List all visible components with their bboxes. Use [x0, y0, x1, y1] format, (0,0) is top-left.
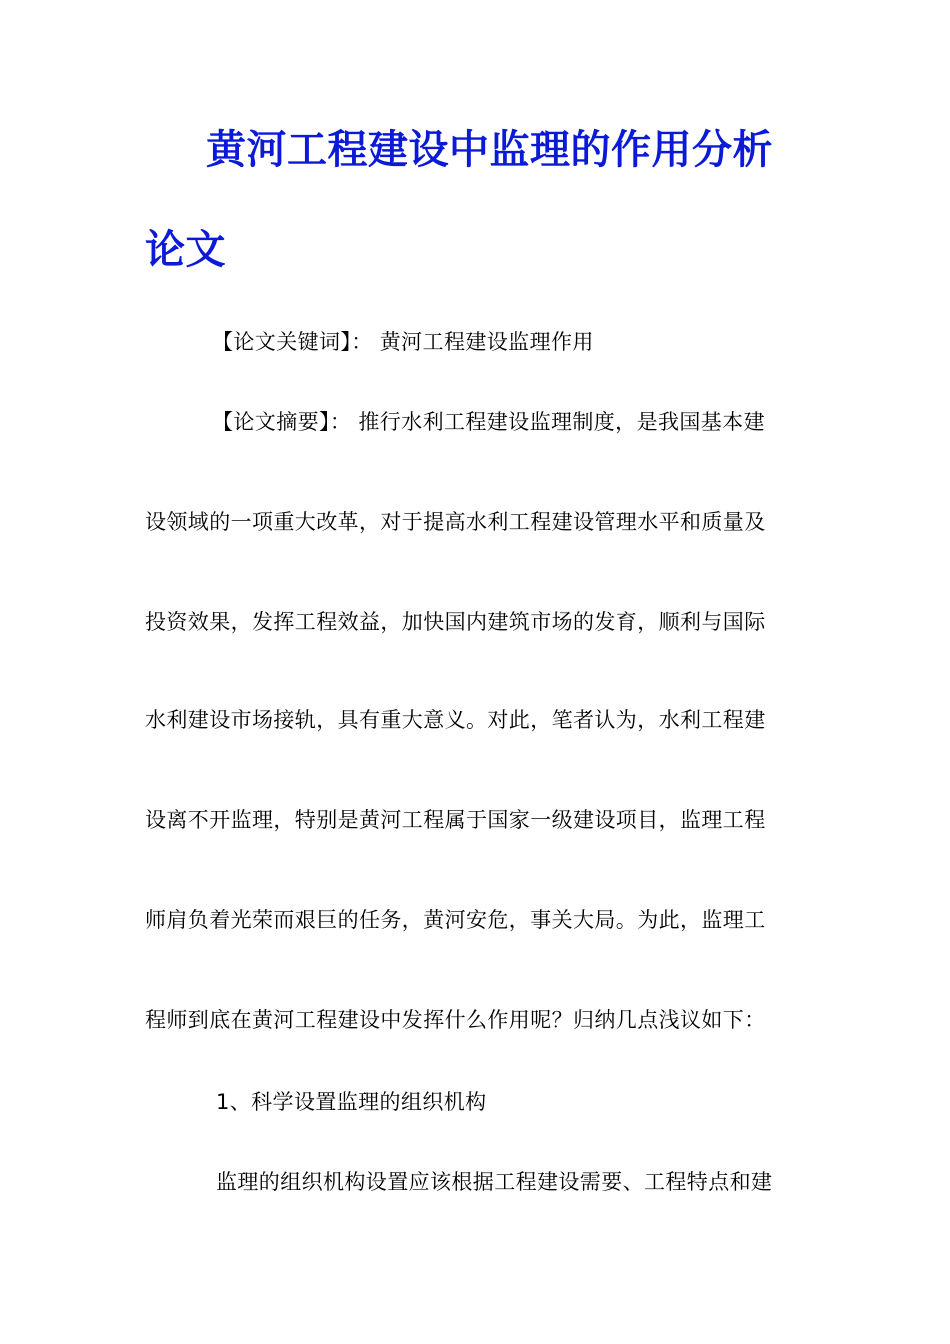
abstract-line-7: 程师到底在黄河工程建设中发挥什么作用呢？归纳几点浅议如下： [145, 1008, 766, 1032]
document-title-line-1: 黄河工程建设中监理的作用分析 [206, 127, 773, 173]
keywords-line: 【论文关键词】： 黄河工程建设监理作用 [212, 330, 594, 354]
abstract-line-4: 水利建设市场接轨，具有重大意义。对此，笔者认为，水利工程建 [145, 708, 766, 732]
abstract-line-6: 师肩负着光荣而艰巨的任务，黄河安危，事关大局。为此，监理工 [145, 908, 766, 932]
abstract-line-2: 设领域的一项重大改革，对于提高水利工程建设管理水平和质量及 [145, 510, 766, 534]
body-line-1: 监理的组织机构设置应该根据工程建设需要、工程特点和建 [216, 1170, 773, 1194]
abstract-line-5: 设离不开监理，特别是黄河工程属于国家一级建设项目，监理工程 [145, 808, 766, 832]
document-title-line-2: 论文 [145, 227, 226, 273]
abstract-line-3: 投资效果，发挥工程效益，加快国内建筑市场的发育，顺利与国际 [145, 610, 766, 634]
section-heading: 1、科学设置监理的组织机构 [216, 1090, 487, 1114]
abstract-line-1: 【论文摘要】： 推行水利工程建设监理制度，是我国基本建 [212, 410, 765, 434]
